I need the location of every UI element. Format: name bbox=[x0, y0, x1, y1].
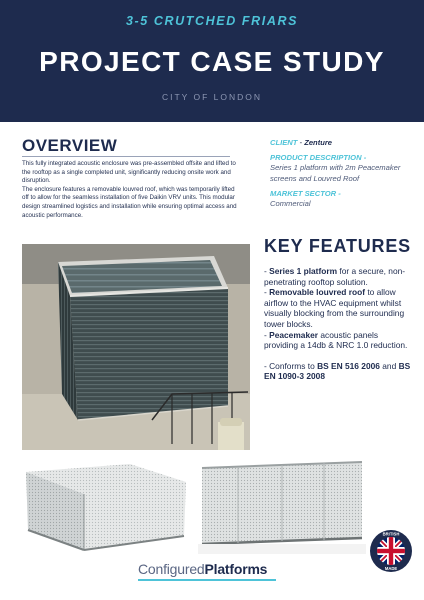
client-block: CLIENT - Zenture bbox=[270, 138, 333, 147]
client-value: Zenture bbox=[304, 138, 333, 147]
conformance-item bbox=[264, 361, 414, 382]
feature-1-text: for a secure, non-penetrating rooftop solution. bbox=[264, 266, 406, 287]
project-location: CITY OF LONDON bbox=[161, 92, 263, 102]
standard-2: BS EN 1090-3 2008 bbox=[264, 360, 411, 382]
conforms-and: and bbox=[379, 360, 399, 371]
badge-text-top: BRITISH bbox=[382, 531, 400, 537]
sector-label: MARKET SECTOR bbox=[270, 188, 337, 198]
product-value: Series 1 platform with 2m Peacemaker screens and Louvred Roof bbox=[270, 163, 401, 183]
client-label: CLIENT bbox=[270, 138, 298, 147]
feature-3-text: acoustic panels providing a 14db & NRC 1.0 reduction. bbox=[264, 329, 408, 351]
overview-heading: OVERVIEW bbox=[22, 136, 118, 155]
sector-block: MARKET SECTOR - Commercial bbox=[270, 188, 341, 209]
feature-2-bold: Removable louvred roof bbox=[269, 287, 365, 298]
logo-text-light: Configured bbox=[138, 561, 205, 577]
enclosure-photo-left bbox=[22, 458, 190, 554]
overview-divider bbox=[22, 156, 230, 157]
enclosure-rooftop-photo bbox=[22, 244, 250, 450]
overview-paragraph-1: This fully integrated acoustic enclosure was pre-assembled offsite and lifted to the rooftop as a single completed unit, significantly reducing onsite work and disruption. bbox=[22, 160, 236, 185]
feature-1-bold: Series 1 platform bbox=[269, 266, 338, 276]
product-label: PRODUCT DESCRIPTION bbox=[270, 153, 362, 163]
logo-underline bbox=[138, 579, 276, 581]
header-banner bbox=[0, 0, 424, 122]
key-features-heading: KEY FEATURES bbox=[264, 236, 411, 256]
project-details bbox=[270, 138, 410, 214]
feature-3-bold: Peacemaker bbox=[269, 329, 319, 340]
feature-2-text: to allow airflow to the HVAC equipment whilst visually blocking from the surrounding tower blocks. bbox=[264, 287, 405, 329]
sector-value: Commercial bbox=[270, 199, 311, 209]
standard-1: BS EN 516 2006 bbox=[317, 360, 380, 371]
feature-item: - Peacemaker acoustic panels providing a 14db & NRC 1.0 reduction. bbox=[264, 329, 408, 351]
badge-text-bottom: MADE bbox=[384, 566, 398, 571]
project-name: 3-5 CRUTCHED FRIARS bbox=[125, 14, 299, 28]
key-features-list bbox=[264, 266, 414, 382]
overview-paragraph-2: The enclosure features a removable louvred roof, which was temporarily lifted off to allow for the seamless installation of five Daikin VRV units. This modular design streamlined logistics and installation while ensuring optimal access and acoustic performance. bbox=[22, 185, 237, 219]
feature-item: - Series 1 platform for a secure, non-penetrating rooftop solution. bbox=[264, 266, 406, 287]
page-title: PROJECT CASE STUDY bbox=[39, 46, 385, 77]
feature-item: - Removable louvred roof to allow airflow to the HVAC equipment whilst visually blocking from the surrounding tower blocks. bbox=[264, 287, 405, 329]
british-made-badge bbox=[369, 529, 413, 573]
overview-text bbox=[22, 160, 240, 220]
configured-platforms-logo bbox=[138, 561, 267, 577]
enclosure-photo-right bbox=[198, 458, 366, 554]
conforms-prefix: - Conforms to bbox=[264, 360, 318, 371]
product-block: PRODUCT DESCRIPTION - Series 1 platform with 2m Peacemaker screens and Louvred Roof bbox=[270, 153, 401, 183]
logo-text-bold: Platforms bbox=[204, 561, 268, 577]
